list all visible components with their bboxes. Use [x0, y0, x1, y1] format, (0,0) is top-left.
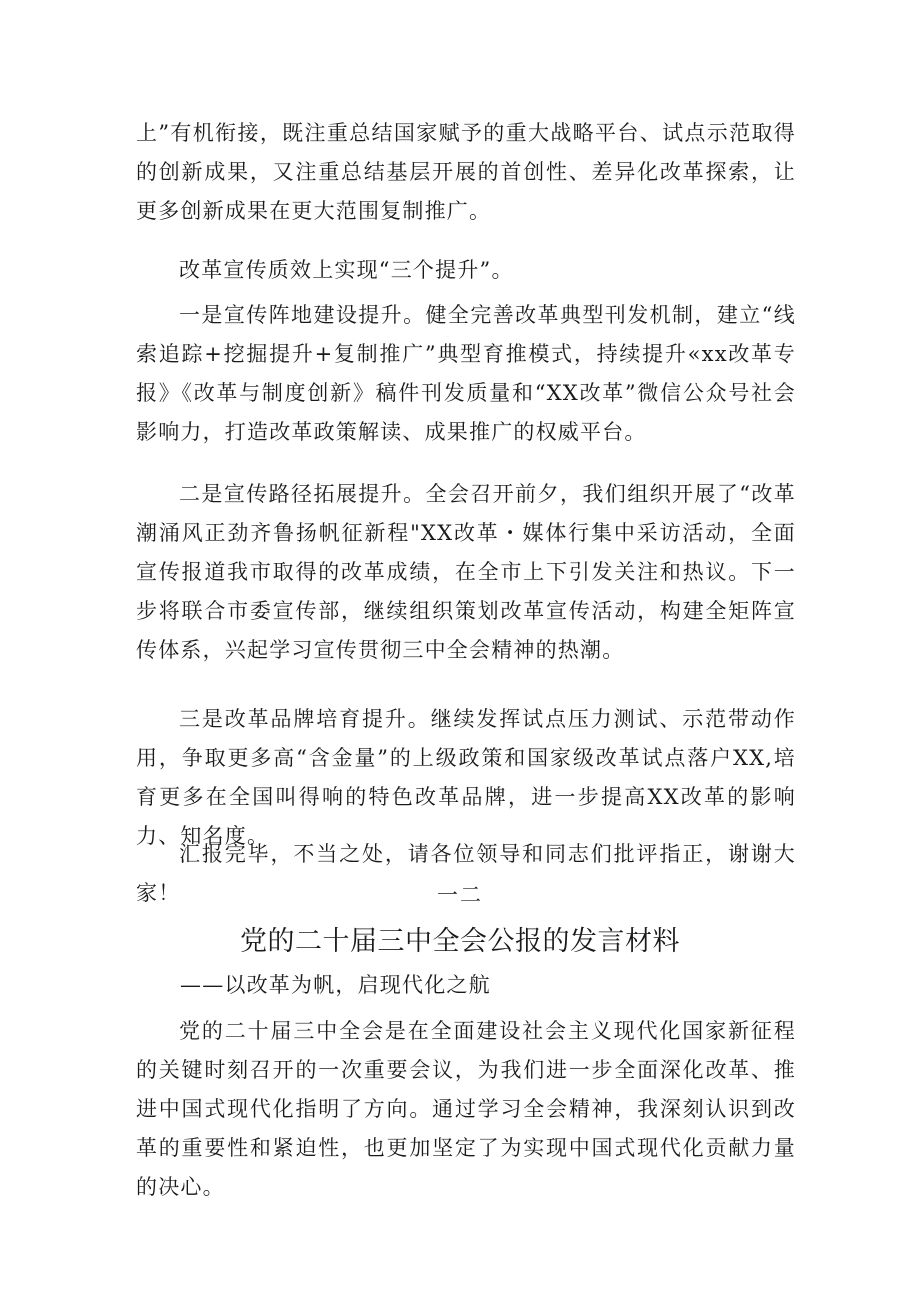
- paragraph-session-intro: 党的二十届三中全会是在全面建设社会主义现代化国家新征程的关键时刻召开的一次重要会议，为我们进一步全面深化改革、推进中国式现代化指明了方向。通过学习全会精神，我深刻认识到改革的重要性和紧迫性，也更加坚定了为实现中国式现代化贡献力量的决心。: [136, 1019, 796, 1199]
- paragraph-publicity-position: 一是宣传阵地建设提升。健全完善改革典型刊发机制，建立“线索追踪+挖掘提升+复制推广”典型育推模式，持续提升«xx改革专报》《改革与制度创新》稿件刊发质量和“XX改革”微信公众号社会影响力，打造改革政策解读、成果推广的权威平台。: [136, 303, 796, 444]
- paragraph-continuation: 上”有机衔接，既注重总结国家赋予的重大战略平台、试点示范取得的创新成果，又注重总结基层开展的首创性、差异化改革探索，让更多创新成果在更大范围复制推广。: [136, 121, 796, 223]
- paragraph-three-improvements: 改革宣传质效上实现“三个提升”。: [179, 258, 514, 282]
- paragraph-publicity-path: 二是宣传路径拓展提升。全会召开前夕，我们组织开展了“改革潮涌风正劲齐鲁扬帆征新程"XX改革・媒体行集中采访活动，全面宣传报道我市取得的改革成绩，在全市上下引发关注和热议。下一步将联合市委宣传部，继续组织策划改革宣传活动，构建全矩阵宣传体系，兴起学习宣传贯彻三中全会精神的热潮。: [136, 482, 796, 662]
- paragraph-closing-remarks: 汇报完毕，不当之处，请各位领导和同志们批评指正，谢谢大家！: [136, 842, 796, 905]
- section-subtitle: ——以改革为帆，启现代化之航: [180, 973, 491, 997]
- section-title: 党的二十届三中全会公报的发言材料: [240, 926, 680, 957]
- paragraph-reform-brand: 三是改革品牌培育提升。继续发挥试点压力测试、示范带动作用，争取更多高“含金量”的上级政策和国家级改革试点落户XX,培育更多在全国叫得响的特色改革品牌，进一步提高XX改革的影响力、知名度。: [136, 707, 796, 848]
- section-number: 一二: [437, 883, 483, 907]
